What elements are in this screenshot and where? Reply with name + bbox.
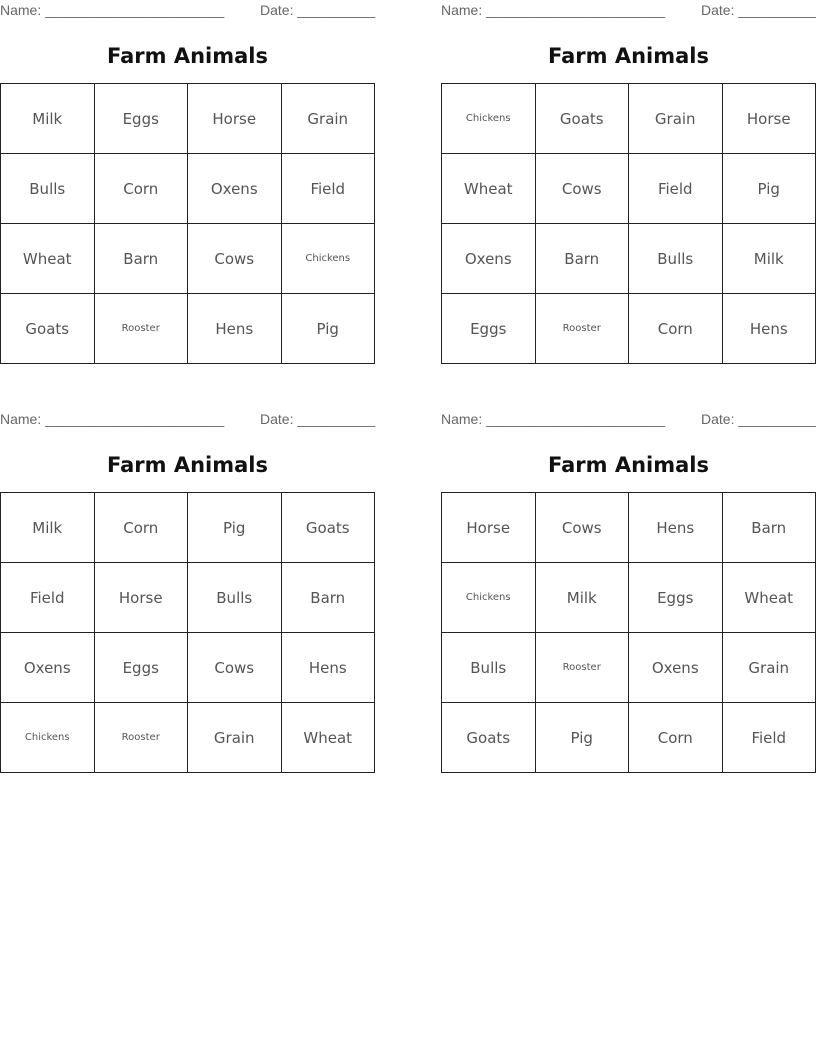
grid-cell: Cows (188, 224, 282, 294)
grid-cell: Bulls (188, 563, 282, 633)
grid-cell: Pig (722, 154, 816, 224)
grid-row (1, 493, 375, 563)
card-title: Farm Animals (107, 44, 268, 68)
card-title: Farm Animals (548, 44, 709, 68)
grid-cell: Goats (535, 84, 629, 154)
grid-cell: Bulls (1, 154, 95, 224)
grid-cell: Oxens (629, 633, 723, 703)
grid-cell: Wheat (722, 563, 816, 633)
grid-cell: Barn (535, 224, 629, 294)
grid-row (1, 294, 375, 364)
grid-cell: Chickens (281, 224, 375, 294)
header-row (441, 2, 816, 20)
grid-cell: Cows (188, 633, 282, 703)
grid-cell: Horse (442, 493, 536, 563)
grid-cell: Pig (188, 493, 282, 563)
grid-cell: Field (722, 703, 816, 773)
grid-cell: Barn (94, 224, 188, 294)
grid-cell: Pig (281, 294, 375, 364)
grid-cell: Corn (629, 703, 723, 773)
grid-cell: Rooster (535, 294, 629, 364)
bingo-grid (0, 492, 375, 773)
grid-cell: Goats (1, 294, 95, 364)
date-line: Date: __________ (260, 2, 376, 18)
date-line: Date: __________ (260, 411, 376, 427)
grid-cell: Horse (188, 84, 282, 154)
grid-cell: Bulls (629, 224, 723, 294)
grid-cell: Goats (442, 703, 536, 773)
grid-cell: Goats (281, 493, 375, 563)
header-row (0, 411, 375, 429)
grid-cell: Milk (722, 224, 816, 294)
grid-cell: Hens (188, 294, 282, 364)
grid-cell: Wheat (281, 703, 375, 773)
grid-cell: Wheat (1, 224, 95, 294)
bingo-card (0, 409, 375, 789)
grid-row (442, 493, 816, 563)
grid-cell: Oxens (188, 154, 282, 224)
grid-cell: Rooster (535, 633, 629, 703)
grid-cell: Milk (1, 493, 95, 563)
grid-cell: Barn (722, 493, 816, 563)
grid-cell: Oxens (442, 224, 536, 294)
grid-cell: Eggs (94, 84, 188, 154)
grid-cell: Rooster (94, 703, 188, 773)
bingo-card (0, 0, 375, 380)
name-line: Name: _______________________ (441, 411, 666, 427)
grid-cell: Grain (629, 84, 723, 154)
grid-cell: Eggs (442, 294, 536, 364)
grid-cell: Cows (535, 493, 629, 563)
grid-cell: Corn (94, 154, 188, 224)
grid-cell: Hens (722, 294, 816, 364)
grid-cell: Grain (722, 633, 816, 703)
grid-cell: Field (629, 154, 723, 224)
grid-cell: Hens (629, 493, 723, 563)
name-line: Name: _______________________ (441, 2, 666, 18)
grid-row (1, 703, 375, 773)
grid-row (442, 154, 816, 224)
grid-cell: Grain (281, 84, 375, 154)
grid-row (442, 224, 816, 294)
grid-cell: Chickens (442, 84, 536, 154)
name-line: Name: _______________________ (0, 2, 225, 18)
grid-row (442, 563, 816, 633)
grid-row (1, 224, 375, 294)
grid-cell: Wheat (442, 154, 536, 224)
grid-cell: Eggs (94, 633, 188, 703)
grid-cell: Corn (94, 493, 188, 563)
grid-cell: Horse (94, 563, 188, 633)
date-line: Date: __________ (701, 411, 816, 427)
grid-cell: Barn (281, 563, 375, 633)
grid-row (442, 703, 816, 773)
date-line: Date: __________ (701, 2, 816, 18)
grid-cell: Corn (629, 294, 723, 364)
bingo-grid (0, 83, 375, 364)
grid-cell: Chickens (442, 563, 536, 633)
grid-cell: Milk (535, 563, 629, 633)
grid-cell: Eggs (629, 563, 723, 633)
grid-cell: Field (281, 154, 375, 224)
header-row (441, 411, 816, 429)
bingo-card (441, 0, 816, 380)
grid-row (442, 294, 816, 364)
grid-cell: Horse (722, 84, 816, 154)
grid-row (442, 633, 816, 703)
name-line: Name: _______________________ (0, 411, 225, 427)
grid-row (1, 633, 375, 703)
grid-cell: Bulls (442, 633, 536, 703)
card-title: Farm Animals (548, 453, 709, 477)
grid-cell: Chickens (1, 703, 95, 773)
grid-cell: Rooster (94, 294, 188, 364)
grid-row (442, 84, 816, 154)
grid-row (1, 154, 375, 224)
bingo-grid (441, 83, 816, 364)
grid-cell: Pig (535, 703, 629, 773)
grid-cell: Hens (281, 633, 375, 703)
bingo-card (441, 409, 816, 789)
header-row (0, 2, 375, 20)
bingo-grid (441, 492, 816, 773)
grid-cell: Grain (188, 703, 282, 773)
grid-row (1, 84, 375, 154)
grid-cell: Oxens (1, 633, 95, 703)
grid-cell: Cows (535, 154, 629, 224)
card-title: Farm Animals (107, 453, 268, 477)
grid-cell: Milk (1, 84, 95, 154)
grid-cell: Field (1, 563, 95, 633)
grid-row (1, 563, 375, 633)
